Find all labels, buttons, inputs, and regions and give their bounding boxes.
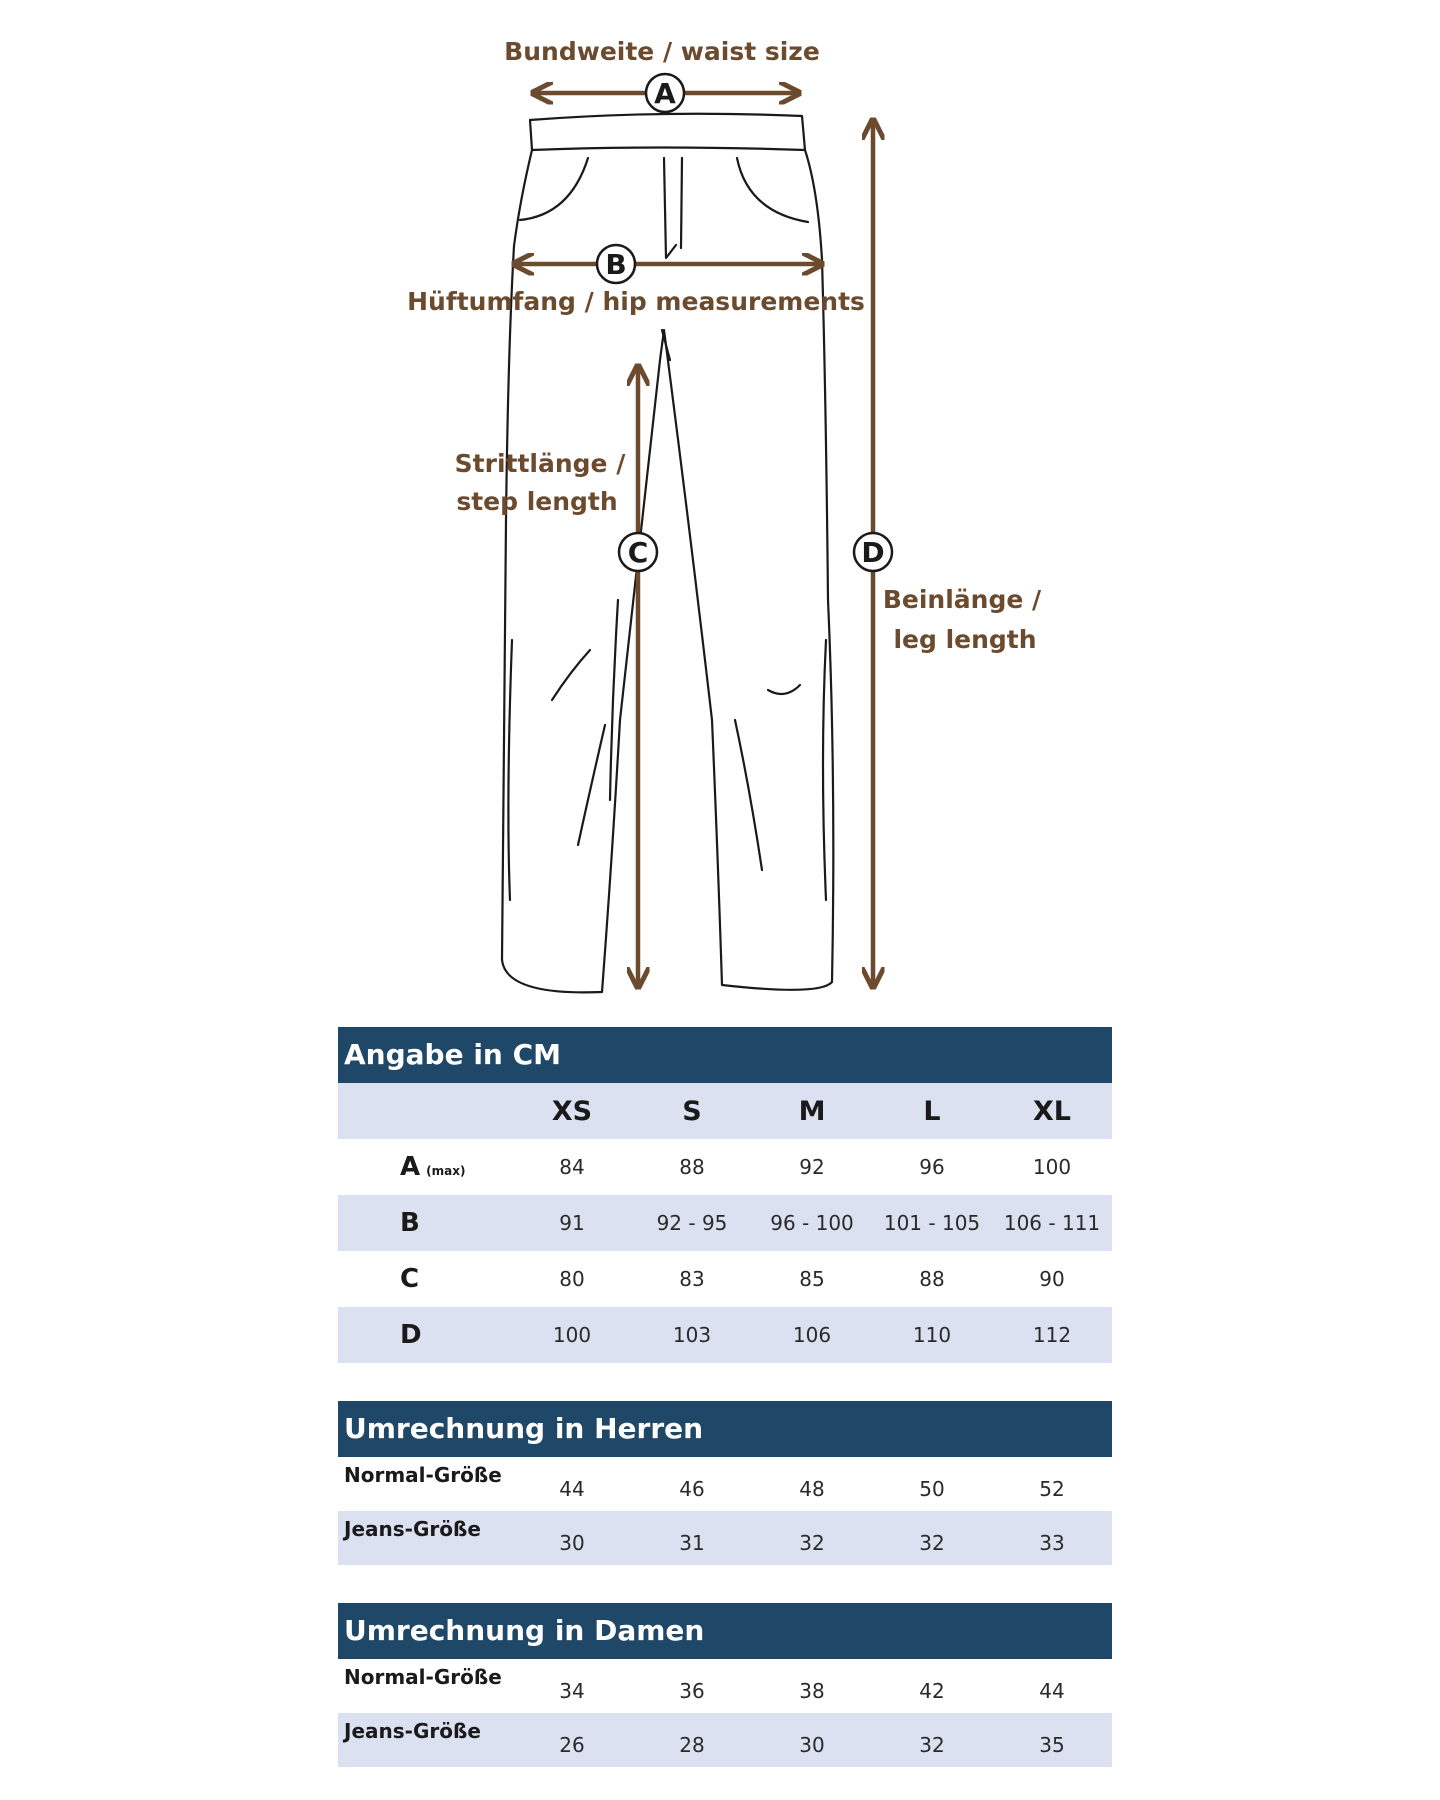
table-row-d [338, 1307, 1112, 1363]
table-cell: 38 [799, 1679, 825, 1703]
table-cell: 32 [799, 1531, 825, 1555]
step-length-label-1: Strittlänge / [454, 449, 626, 478]
row-label-a: A [400, 1152, 421, 1182]
size-s: S [682, 1095, 702, 1127]
women-normal-size-row [338, 1659, 1112, 1713]
women-conversion-table [338, 1603, 1112, 1767]
table-cell: 31 [679, 1531, 705, 1555]
table-cell: 30 [799, 1733, 825, 1757]
waist-label: Bundweite / waist size [504, 37, 820, 66]
table-cell: 85 [799, 1267, 825, 1291]
marker-b: B [605, 248, 627, 281]
table-cell: 26 [559, 1733, 585, 1757]
table-cell: 33 [1039, 1531, 1065, 1555]
table-cell: 32 [919, 1531, 945, 1555]
marker-d: D [861, 536, 885, 569]
table-cell: 96 - 100 [770, 1211, 854, 1235]
step-length-label-2: step length [456, 487, 618, 516]
leg-length-label-2: leg length [893, 625, 1037, 654]
table-cell: 100 [552, 1323, 592, 1347]
size-tables [338, 1027, 1112, 1767]
table-cell: 106 [792, 1323, 832, 1347]
table-cell: 46 [679, 1477, 705, 1501]
table-cell: 88 [679, 1155, 705, 1179]
men-jeans-size-row [338, 1511, 1112, 1565]
table-cell: 90 [1039, 1267, 1065, 1291]
table-cell: 42 [919, 1679, 945, 1703]
pants-illustration [502, 114, 833, 993]
table-row-c [338, 1251, 1112, 1307]
table-cell: 48 [799, 1477, 825, 1501]
size-m: M [798, 1095, 826, 1127]
table-cell: 34 [559, 1679, 585, 1703]
row-label: Normal-Größe [344, 1665, 502, 1689]
table-row-a [338, 1139, 1112, 1195]
marker-a: A [654, 77, 676, 110]
men-table-title: Umrechnung in Herren [338, 1401, 1112, 1457]
table-cell: 110 [912, 1323, 952, 1347]
row-label: Jeans-Größe [344, 1517, 481, 1541]
table-cell: 92 [799, 1155, 825, 1179]
table-cell: 32 [919, 1733, 945, 1757]
men-normal-size-row [338, 1457, 1112, 1511]
table-cell: 80 [559, 1267, 585, 1291]
row-label: Normal-Größe [344, 1463, 502, 1487]
table-cell: 28 [679, 1733, 705, 1757]
table-cell: 44 [1039, 1679, 1065, 1703]
table-cell: 112 [1032, 1323, 1072, 1347]
women-jeans-size-row [338, 1713, 1112, 1767]
table-cell: 30 [559, 1531, 585, 1555]
table-cell: 44 [559, 1477, 585, 1501]
size-header-row [338, 1083, 1112, 1139]
table-cell: 106 - 111 [1003, 1211, 1101, 1235]
measurements-table-title: Angabe in CM [338, 1027, 1112, 1083]
row-label-b: B [400, 1208, 420, 1238]
women-table-title: Umrechnung in Damen [338, 1603, 1112, 1659]
table-cell: 35 [1039, 1733, 1065, 1757]
table-cell: 50 [919, 1477, 945, 1501]
table-cell: 36 [679, 1679, 705, 1703]
size-l: L [923, 1095, 941, 1127]
table-cell: 92 - 95 [656, 1211, 728, 1235]
table-cell: 96 [919, 1155, 945, 1179]
row-label-d: D [400, 1320, 422, 1350]
table-cell: 100 [1032, 1155, 1072, 1179]
table-cell: 84 [559, 1155, 585, 1179]
table-cell: 88 [919, 1267, 945, 1291]
hip-label: Hüftumfang / hip measurements [407, 287, 865, 316]
table-cell: 103 [672, 1323, 712, 1347]
size-xs: XS [551, 1095, 593, 1127]
table-cell: 52 [1039, 1477, 1065, 1501]
table-row-b [338, 1195, 1112, 1251]
row-label-c: C [400, 1264, 420, 1294]
table-cell: 101 - 105 [883, 1211, 981, 1235]
row-label: Jeans-Größe [344, 1719, 481, 1743]
measurements-table [338, 1027, 1112, 1363]
table-cell: 91 [559, 1211, 585, 1235]
marker-c: C [627, 536, 649, 569]
leg-length-label-1: Beinlänge / [882, 585, 1042, 614]
table-cell: 83 [679, 1267, 705, 1291]
size-xl: XL [1032, 1095, 1072, 1127]
row-note-max: (max) [426, 1164, 466, 1178]
men-conversion-table [338, 1401, 1112, 1565]
